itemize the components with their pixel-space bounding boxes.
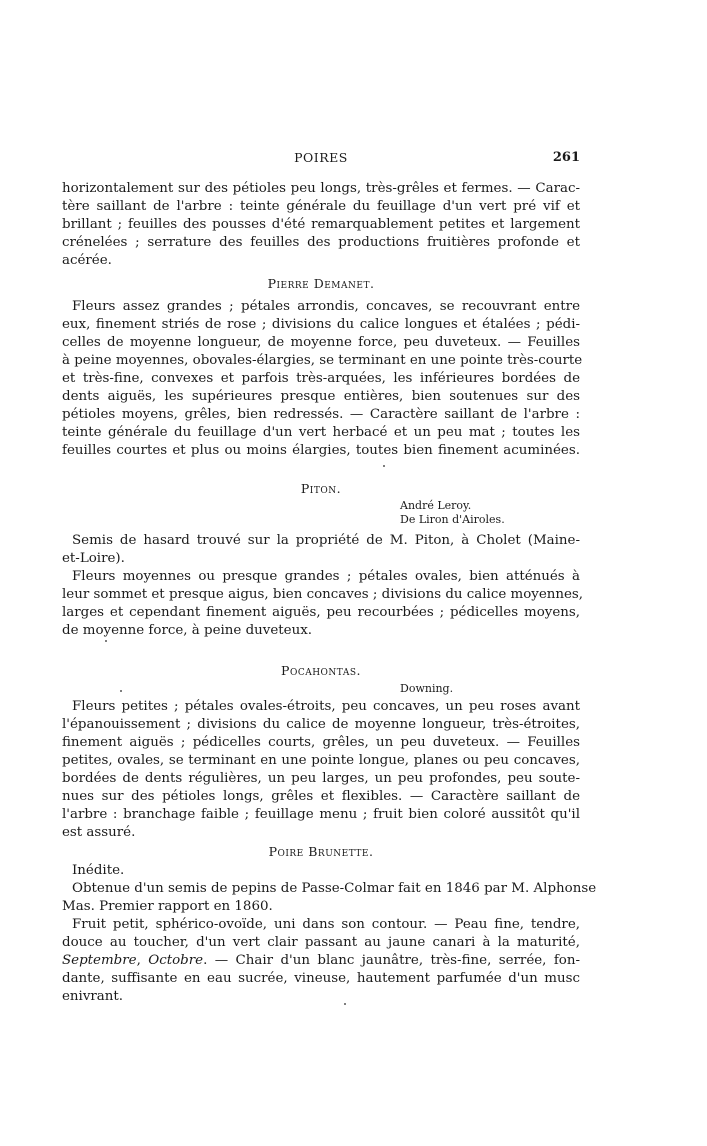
text-line: l'arbre : branchage faible ; feuillage menu ; fruit bien coloré aussitôt qu'il bbox=[62, 807, 580, 822]
text-line: petites, ovales, se terminant en une pointe longue, planes ou peu concaves, bbox=[62, 753, 580, 768]
section-heading: Pierre Demanet. bbox=[267, 276, 375, 291]
attribution: André Leroy. bbox=[400, 499, 472, 512]
attribution: De Liron d'Airoles. bbox=[400, 513, 505, 526]
section-heading: Poire Brunette. bbox=[268, 844, 374, 859]
text-line: Fleurs assez grandes ; pétales arrondis, concaves, se recouvrant entre bbox=[72, 299, 580, 314]
page-number: 261 bbox=[552, 150, 580, 165]
text-line: Inédite. bbox=[72, 863, 125, 878]
text-line: douce au toucher, d'un vert clair passant au jaune canari à la maturité, bbox=[62, 935, 580, 950]
text-line: celles de moyenne longueur, de moyenne force, peu duveteux. — Feuilles bbox=[62, 335, 580, 350]
scan-speck bbox=[344, 1003, 346, 1005]
text-line: et très-fine, convexes et parfois très-arquées, les inférieures bordées de bbox=[62, 371, 580, 386]
text-line: tère saillant de l'arbre : teinte générale du feuillage d'un vert pré vif et bbox=[62, 199, 580, 214]
text-line: horizontalement sur des pétioles peu longs, très-grêles et fermes. — Carac- bbox=[62, 181, 580, 196]
text-line: acérée. bbox=[62, 253, 112, 268]
text-line: finement aiguës ; pédicelles courts, grêles, un peu duveteux. — Feuilles bbox=[62, 735, 580, 750]
text-line: et-Loire). bbox=[62, 551, 125, 566]
text-line: Mas. Premier rapport en 1860. bbox=[62, 899, 273, 914]
attribution: Downing. bbox=[400, 682, 454, 695]
text-line: crénelées ; serrature des feuilles des productions fruitières profonde et bbox=[62, 235, 580, 250]
text-line: est assuré. bbox=[62, 825, 136, 840]
text-line: dents aiguës, les supérieures presque entières, bien soutenues sur des bbox=[62, 389, 580, 404]
text-line: feuilles courtes et plus ou moins élargies, toutes bien finement acuminées. bbox=[62, 443, 580, 458]
text-line: Fleurs moyennes ou presque grandes ; pétales ovales, bien atténués à bbox=[72, 569, 580, 584]
text-line: dante, suffisante en eau sucrée, vineuse, hautement parfumée d'un musc bbox=[62, 971, 580, 986]
scan-speck bbox=[105, 640, 107, 642]
text-line: Fleurs petites ; pétales ovales-étroits, peu concaves, un peu roses avant bbox=[72, 699, 580, 714]
text-line: de moyenne force, à peine duveteux. bbox=[62, 623, 313, 638]
text-line: brillant ; feuilles des pousses d'été remarquablement petites et largement bbox=[62, 217, 580, 232]
section-heading: Pocahontas. bbox=[281, 663, 361, 678]
italic-text: Septembre bbox=[62, 953, 137, 968]
italic-text: Octobre bbox=[148, 953, 204, 968]
text-line: bordées de dents régulières, un peu larges, un peu profondes, peu soute- bbox=[62, 771, 580, 786]
scan-speck bbox=[120, 690, 122, 692]
running-head-title: POIRES bbox=[294, 150, 348, 165]
text-line: eux, finement striés de rose ; divisions du calice longues et étalées ; pédi- bbox=[62, 317, 580, 332]
text-line: teinte générale du feuillage d'un vert herbacé et un peu mat ; toutes les bbox=[62, 425, 580, 440]
text-line: Septembre, Octobre. — Chair d'un blanc jaunâtre, très-fine, serrée, fon- bbox=[62, 953, 580, 968]
text-line: leur sommet et presque aigus, bien concaves ; divisions du calice moyennes, bbox=[62, 587, 584, 602]
text-line: enivrant. bbox=[62, 989, 124, 1004]
text-line: Semis de hasard trouvé sur la propriété de M. Piton, à Cholet (Maine- bbox=[72, 533, 580, 548]
section-heading: Piton. bbox=[300, 481, 342, 496]
text-line: nues sur des pétioles longs, grêles et flexibles. — Caractère saillant de bbox=[62, 789, 580, 804]
text-line: larges et cependant finement aiguës, peu recourbées ; pédicelles moyens, bbox=[62, 605, 580, 620]
text-line: l'épanouissement ; divisions du calice de moyenne longueur, très-étroites, bbox=[62, 717, 580, 732]
text-line: pétioles moyens, grêles, bien redressés. — Caractère saillant de l'arbre : bbox=[62, 407, 580, 422]
text-line: à peine moyennes, obovales-élargies, se terminant en une pointe très-courte bbox=[62, 353, 583, 368]
scan-speck bbox=[383, 465, 385, 467]
text-line: Fruit petit, sphérico-ovoïde, uni dans son contour. — Peau fine, tendre, bbox=[72, 917, 580, 932]
running-head bbox=[62, 150, 580, 168]
text-line: Obtenue d'un semis de pepins de Passe-Colmar fait en 1846 par M. Alphonse bbox=[72, 881, 597, 896]
